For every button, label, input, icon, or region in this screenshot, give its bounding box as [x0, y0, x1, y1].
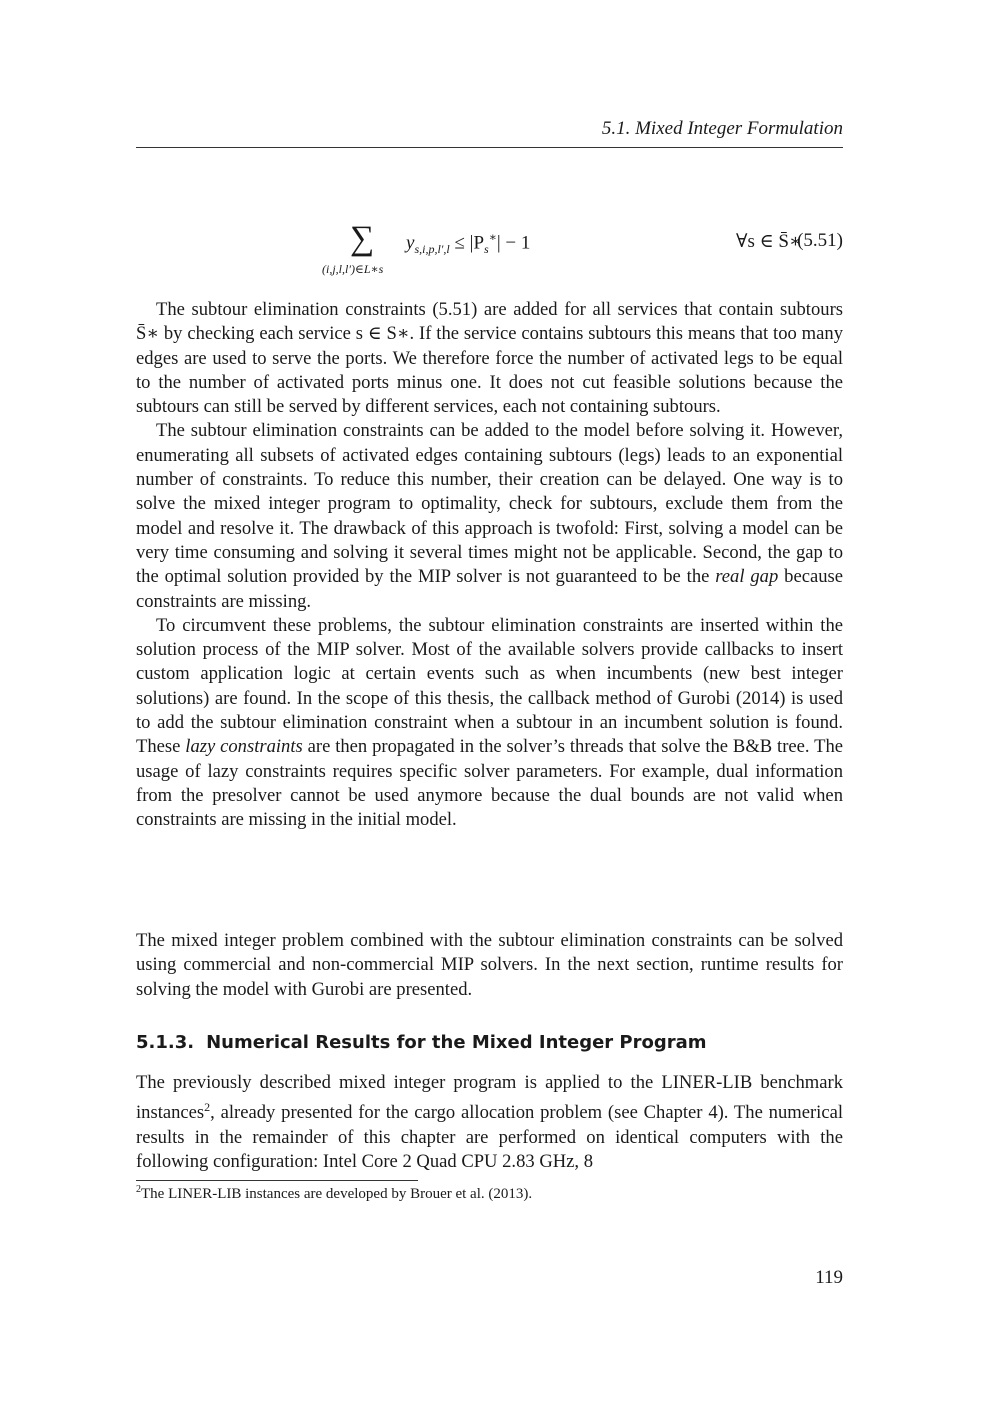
paragraph-3-part-b: are then propagated in the solver’s threads that solve the B&B tree. The usage of lazy constraints requires specific solver parameters. For example, dual information from the presolver cannot be used anymore because the dual bounds are not valid when constraints are missing in the initial model. — [136, 736, 844, 831]
section-title: Numerical Results for the Mixed Integer Program — [206, 1032, 707, 1053]
paragraph-5-part-b: , already presented for the cargo allocation problem (see Chapter 4). The numerical results in the remainder of this chapter are performed on identical computers with the following configuration: Intel Core 2 Quad CPU 2.83 GHz, 8 — [136, 1102, 843, 1173]
paragraph-5 — [136, 1071, 843, 1174]
equation-number: (5.51) — [797, 230, 843, 251]
header-rule — [136, 147, 843, 148]
footnote-text: The LINER-LIB instances are developed by Brouer et al. (2013). — [141, 1186, 533, 1202]
body-text-upper — [136, 298, 843, 833]
paragraph-4: The mixed integer problem combined with the subtour elimination constraints can be solved using commercial and non-commercial MIP solvers. In the next section, runtime results for solving the model with Gurobi are presented. — [136, 930, 843, 1000]
running-head: 5.1. Mixed Integer Formulation — [601, 118, 843, 139]
summation-symbol: ∑ — [350, 220, 375, 257]
paragraph-2-part-b: because constraints are missing. — [136, 566, 843, 612]
paragraph-3-emphasis: lazy constraints — [185, 736, 303, 758]
equation-quantifier: ∀s ∈ S̄∗ — [736, 231, 802, 252]
paragraph-2-emphasis: real gap — [715, 566, 779, 588]
equation-5-51 — [136, 222, 843, 282]
p-subscript: s — [484, 242, 489, 257]
summation-index: (i,j,l,l′)∈L∗s — [322, 262, 384, 276]
body-text-middle — [136, 929, 843, 1002]
paragraph-1: The subtour elimination constraints (5.51) are added for all services that contain subtours S̄∗ by checking each service s ∈ S∗. If the service contains subtours this means that too many edges are used to serve the ports. We therefore force the number of activated legs to be equal to the number of activated ports minus one. It does not cut feasible solutions because the subtours can still be served by different services, each not containing subtours. — [136, 299, 843, 418]
page-number: 119 — [815, 1267, 843, 1288]
footnote — [136, 1184, 532, 1203]
section-heading — [136, 1032, 707, 1053]
paragraph-2-part-a: The subtour elimination constraints can be added to the model before solving it. However, enumerating all subsets of activated edges containing subtours (legs) leads to an exponential number of constraints. To reduce this number, their creation can be delayed. One way is to solve the mixed integer program to optimality, check for subtours, exclude them from the model and resolve it. The drawback of this approach is twofold: First, solving a model can be very time consuming and solving it several times might not be applicable. Second, the gap to the optimal solution provided by the MIP solver is not guaranteed to be the — [136, 420, 843, 588]
paragraph-3-part-a: To circumvent these problems, the subtour elimination constraints are inserted within the solution process of the MIP solver. Most of the available solvers provide callbacks to insert custom application logic at certain events such as when incumbents (new best integer solutions) are found. In the scope of this thesis, the callback method of Gurobi (2014) is used to add the subtour elimination constraint when a subtour in an incumbent solution is found. These — [136, 614, 843, 758]
section-number: 5.1.3. — [136, 1032, 195, 1053]
footnote-mark: 2 — [136, 1184, 141, 1195]
relation: ≤ |P — [449, 232, 485, 254]
paragraph-3 — [136, 614, 843, 833]
footnote-rule — [136, 1180, 418, 1181]
equation-body — [406, 230, 530, 257]
paragraph-2 — [136, 419, 843, 613]
footnote-reference: 2 — [204, 1100, 211, 1115]
lhs-subscript: s,i,p,l′,l — [414, 242, 450, 257]
lhs-variable: y — [406, 232, 415, 254]
paragraph-5-part-a: The previously described mixed integer program is applied to the LINER-LIB benchmark instances — [136, 1072, 843, 1124]
body-text-lower — [136, 1071, 843, 1174]
p-superscript: ∗ — [488, 230, 497, 244]
rhs-tail: | − 1 — [496, 232, 531, 254]
